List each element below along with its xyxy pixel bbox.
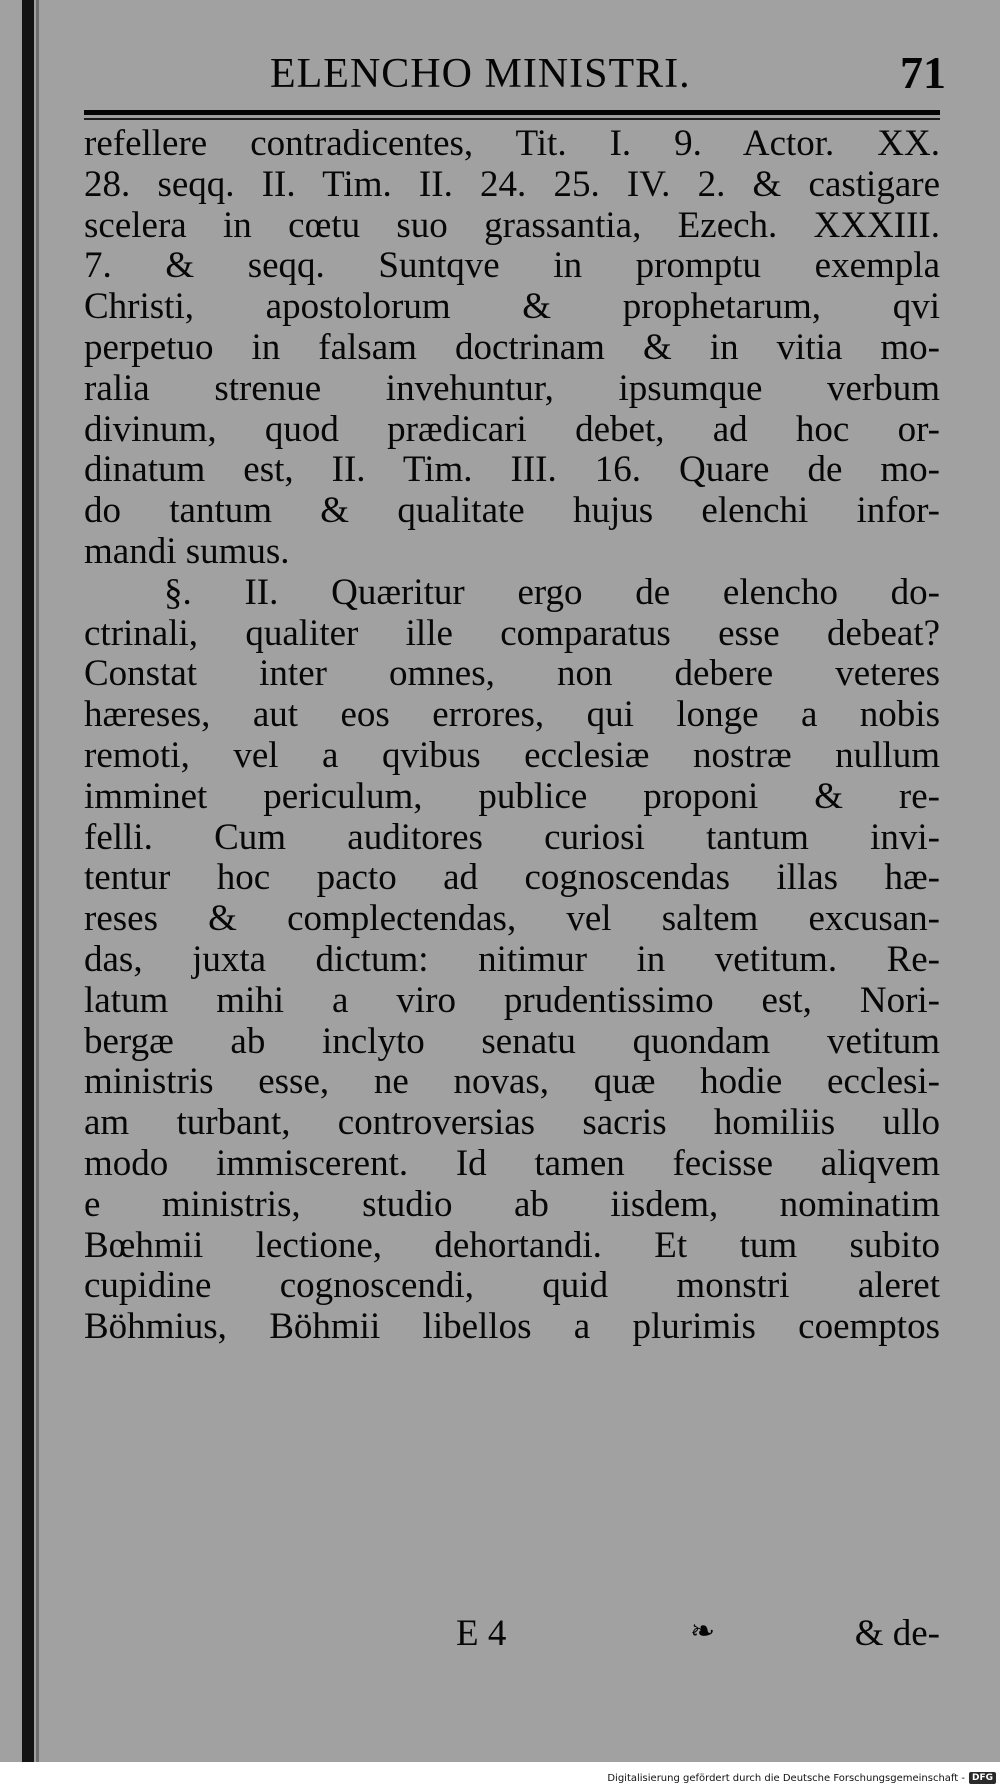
signature-mark: E 4 [456,1613,507,1654]
text-line: modo immiscerent. Id tamen fecisse aliqvem [84,1142,940,1184]
text-line: reses & complectendas, vel saltem excusan- [84,898,940,940]
book-spine-shadow [22,0,34,1762]
text-line: perpetuo in falsam doctrinam & in vitia mo- [84,326,940,368]
section-heading-line: §. II. Quæritur ergo de elencho do- [164,571,940,613]
text-line: 7. & seqq. Suntqve in promptu exempla [84,245,940,287]
text-line: hæreses, aut eos errores, qui longe a nobis [84,694,940,736]
text-line: Böhmius, Böhmii libellos a plurimis coemptos [84,1306,940,1348]
text-line: das, juxta dictum: nitimur in vetitum. Re- [84,938,940,980]
text-line: tentur hoc pacto ad cognoscendas illas hæ- [84,857,940,899]
header-rule-fine [84,118,940,120]
page-footer [84,1612,940,1662]
text-line: bergæ ab inclyto senatu quondam vetitum [84,1020,940,1062]
text-line: e ministris, studio ab iisdem, nominatim [84,1183,940,1225]
text-line: felli. Cum auditores curiosi tantum invi- [84,816,940,858]
catchword: & de- [854,1613,940,1654]
text-line: mandi sumus. [84,530,290,572]
credit-text: Digitalisierung gefördert durch die Deutsche Forschungsgemeinschaft - [607,1772,965,1784]
text-line: am turbant, controversias sacris homiliis ullo [84,1102,940,1144]
header-rule [84,110,940,115]
text-line: Christi, apostolorum & prophetarum, qvi [84,286,940,328]
text-line: scelera in cœtu suo grassantia, Ezech. XXXIII. [84,204,940,246]
text-line: remoti, vel a qvibus ecclesiæ nostræ nullum [84,734,940,776]
page-number: 71 [900,47,946,98]
text-line: latum mihi a viro prudentissimo est, Nori- [84,979,940,1021]
text-line: Bœhmii lectione, dehortandi. Et tum subito [84,1224,940,1266]
dfg-logo: DFG [969,1772,996,1784]
text-line: do tantum & qualitate hujus elenchi infor- [84,490,940,532]
text-line: cupidine cognoscendi, quid monstri aleret [84,1265,940,1307]
text-line: divinum, quod prædicari debet, ad hoc or- [84,408,940,450]
text-line: ministris esse, ne novas, quæ hodie ecclesi- [84,1061,940,1103]
ornament-icon: ❧ [690,1615,716,1648]
digitization-credit [607,1772,996,1784]
text-line: ctrinali, qualiter ille comparatus esse debeat? [84,612,940,654]
book-spine-edge [36,0,39,1762]
text-line: Constat inter omnes, non debere veteres [84,653,940,695]
text-line: imminet periculum, publice proponi & re- [84,775,940,817]
text-line: refellere contradicentes, Tit. I. 9. Actor. XX. [84,123,940,164]
running-head: ELENCHO MINISTRI. [270,51,691,97]
body-text [84,124,940,1348]
page-header [80,46,960,106]
text-line: ralia strenue invehuntur, ipsumque verbum [84,367,940,409]
text-line: 28. seqq. II. Tim. II. 24. 25. IV. 2. & castigare [84,163,940,205]
text-line: dinatum est, II. Tim. III. 16. Quare de mo- [84,449,940,491]
